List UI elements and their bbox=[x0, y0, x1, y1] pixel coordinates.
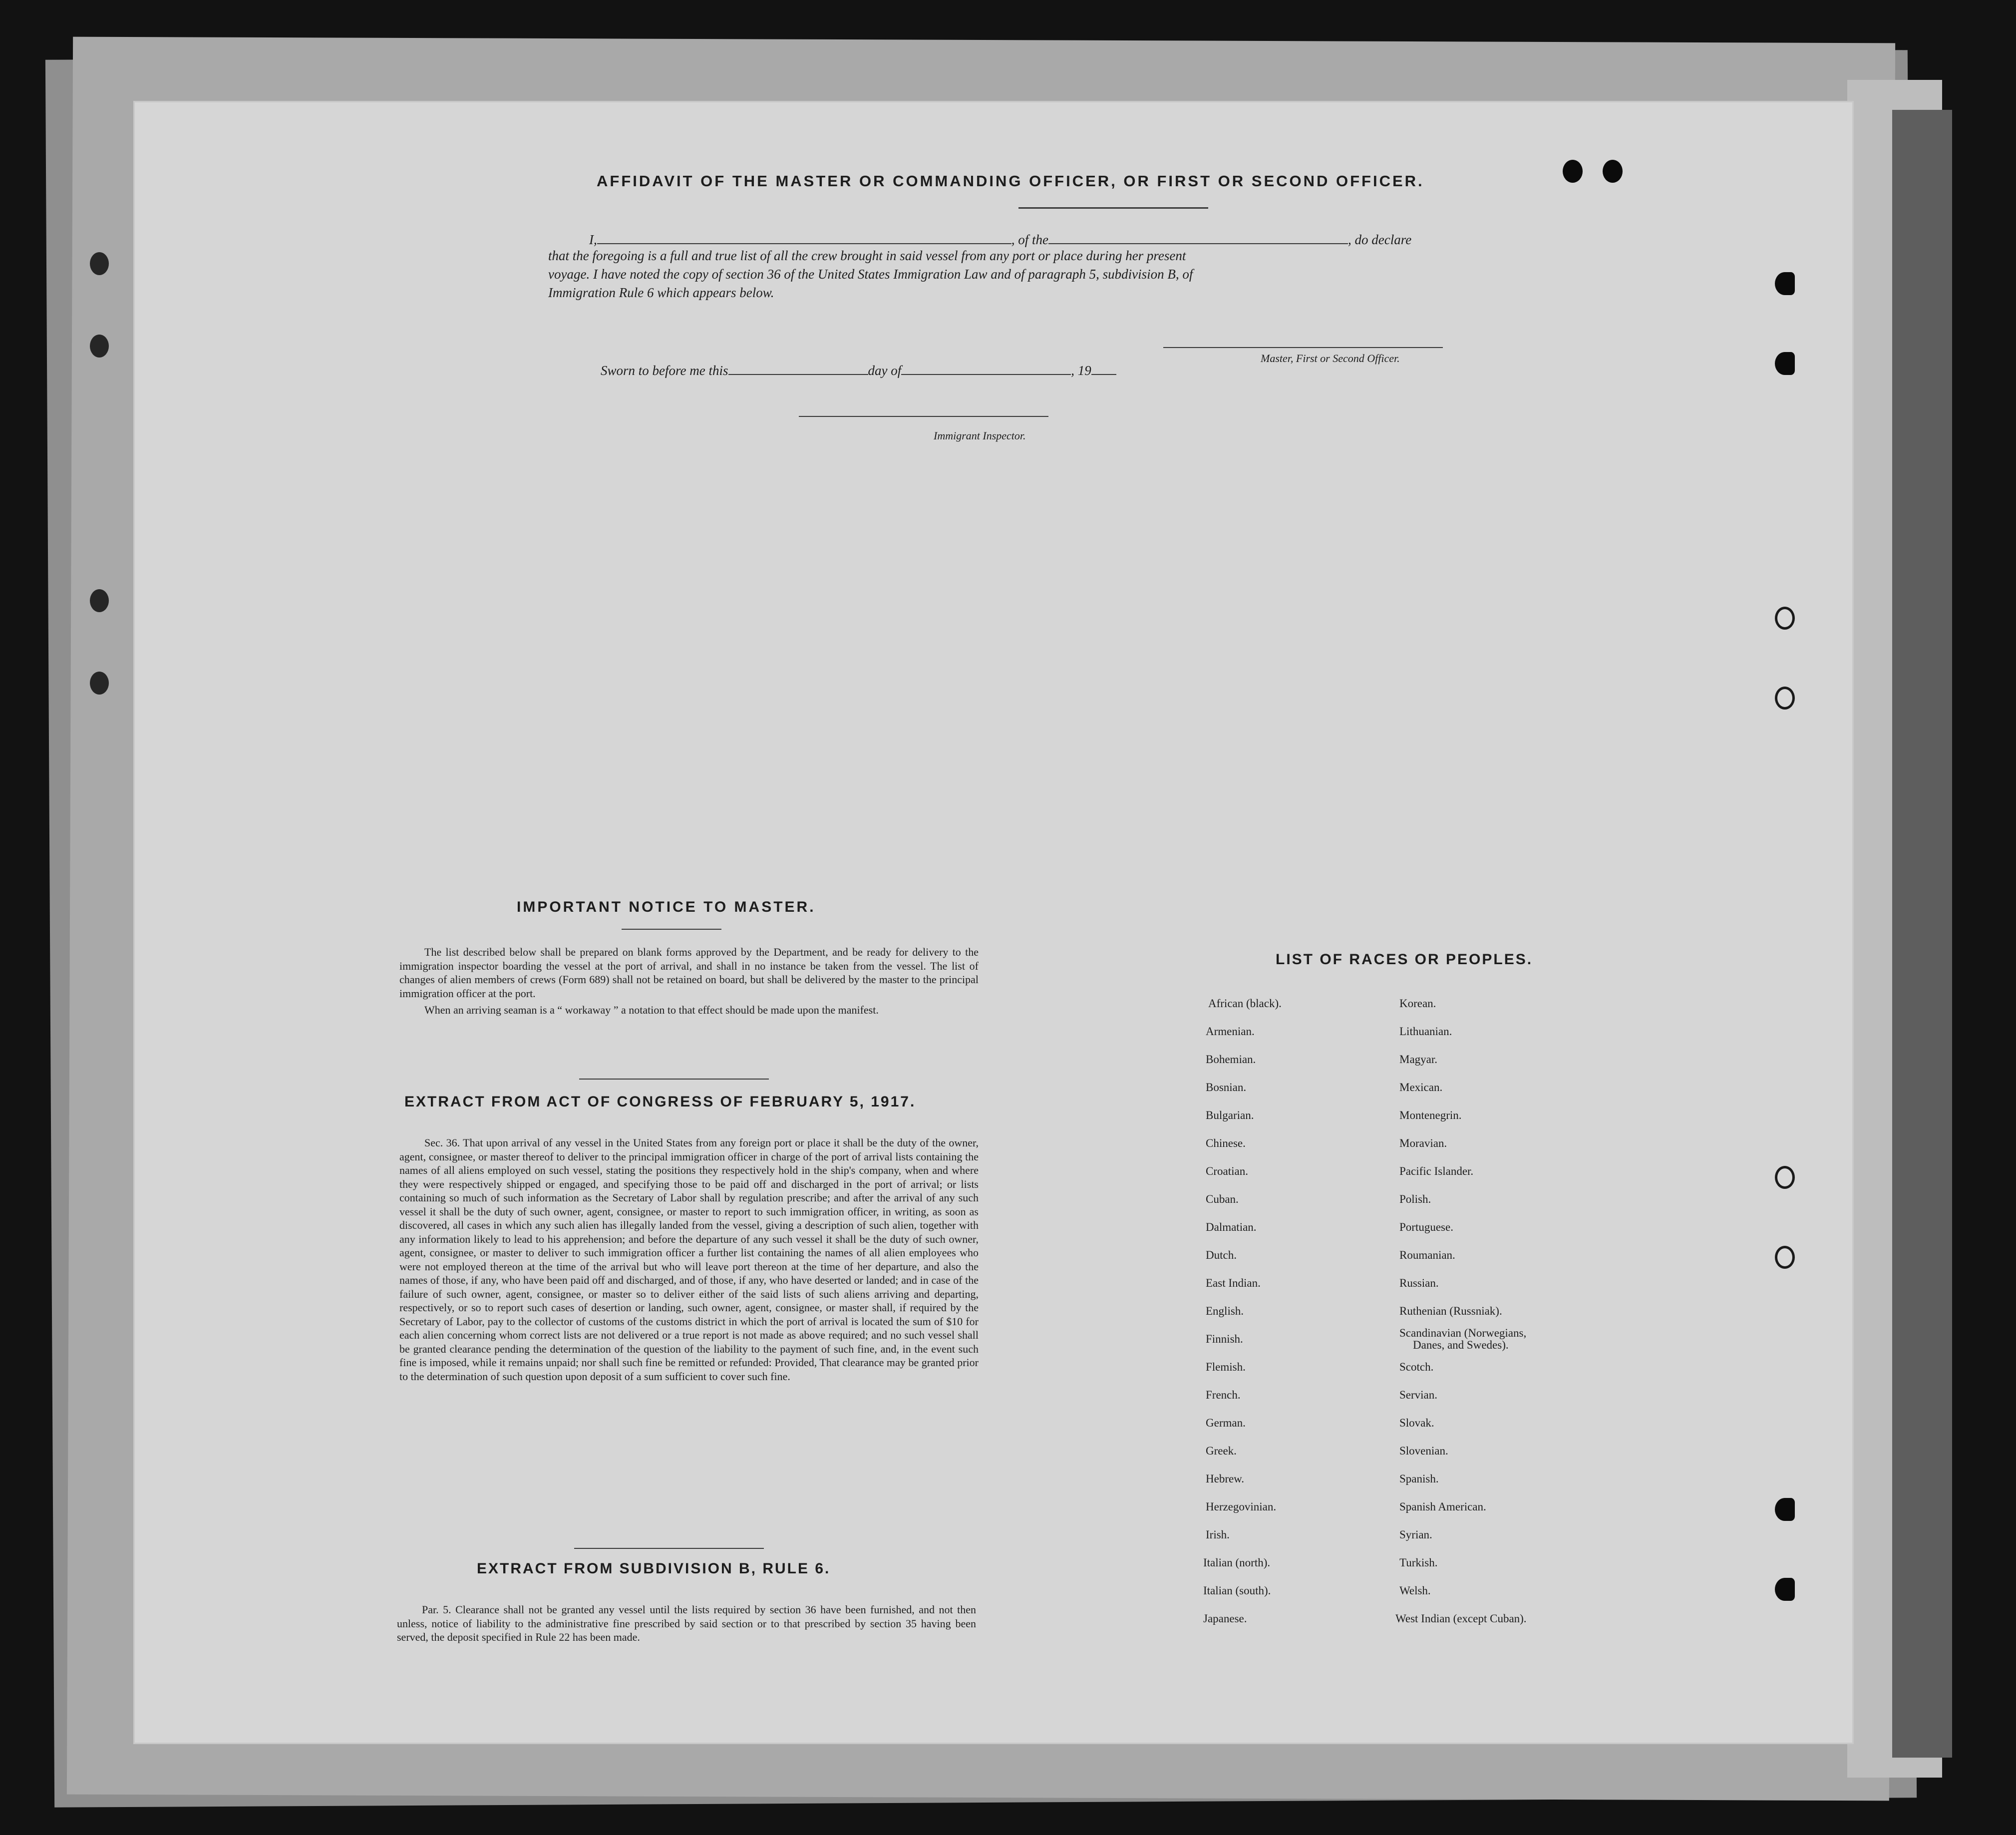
extract-rule-body bbox=[397, 1603, 976, 1644]
vessel-blank-field[interactable] bbox=[1048, 230, 1348, 244]
races-title: LIST OF RACES OR PEOPLES. bbox=[1276, 951, 1533, 968]
race-item: Syrian. bbox=[1399, 1528, 1432, 1541]
year-blank-field[interactable] bbox=[1091, 361, 1116, 375]
race-item: Slovak. bbox=[1399, 1417, 1434, 1429]
affidavit-line2: that the foregoing is a full and true list of all the crew brought in said vessel from any port or place during her present bbox=[548, 248, 1186, 263]
race-item: Magyar. bbox=[1399, 1053, 1438, 1066]
section-divider bbox=[579, 1079, 769, 1080]
month-blank-field[interactable] bbox=[901, 361, 1071, 375]
race-item: Spanish American. bbox=[1399, 1500, 1486, 1513]
race-item: Scotch. bbox=[1399, 1361, 1434, 1373]
sworn-text: Sworn to before me this bbox=[601, 363, 728, 378]
extract-rule-title: EXTRACT FROM SUBDIVISION B, RULE 6. bbox=[477, 1560, 831, 1577]
day-of-text: day of bbox=[868, 363, 902, 378]
race-item: Chinese. bbox=[1206, 1137, 1246, 1149]
affidavit-i-prefix: I, bbox=[589, 232, 597, 247]
race-item: French. bbox=[1206, 1389, 1241, 1401]
sworn-line bbox=[601, 361, 1116, 378]
paragraph-5-text: Par. 5. Clearance shall not be granted any vessel until the lists required by section 36 have been furnished, and not then unless, notice of liability to the administrative fine prescribed by said section or to that prescribed by section 35 having been served, the deposit specified in Rule 22 has been made. bbox=[397, 1603, 976, 1643]
race-item: Polish. bbox=[1399, 1193, 1431, 1205]
race-item: East Indian. bbox=[1206, 1277, 1261, 1289]
affidavit-title: AFFIDAVIT OF THE MASTER OR COMMANDING OFFICER, OR FIRST OR SECOND OFFICER. bbox=[597, 172, 1424, 190]
punch-hole bbox=[1775, 687, 1795, 710]
race-item: Roumanian. bbox=[1399, 1249, 1455, 1261]
affidavit-do-declare: , do declare bbox=[1348, 232, 1412, 247]
notice-title: IMPORTANT NOTICE TO MASTER. bbox=[517, 899, 816, 915]
race-item: Moravian. bbox=[1399, 1137, 1447, 1149]
race-item: Finnish. bbox=[1206, 1333, 1243, 1345]
year-text: , 19 bbox=[1071, 363, 1091, 378]
race-item: Danes, and Swedes). bbox=[1413, 1339, 1509, 1351]
race-item: Welsh. bbox=[1399, 1584, 1431, 1597]
affidavit-of-the: , of the bbox=[1011, 232, 1048, 247]
notice-body bbox=[399, 945, 979, 1017]
race-item: Turkish. bbox=[1399, 1556, 1438, 1569]
inspector-caption: Immigrant Inspector. bbox=[934, 429, 1026, 442]
notice-underline bbox=[622, 929, 721, 930]
race-item: Montenegrin. bbox=[1399, 1109, 1462, 1121]
binder-hole bbox=[90, 335, 109, 358]
race-item: Flemish. bbox=[1206, 1361, 1246, 1373]
inspector-signature-line[interactable] bbox=[799, 416, 1048, 417]
race-item: Croatian. bbox=[1206, 1165, 1248, 1177]
race-item: Lithuanian. bbox=[1399, 1025, 1452, 1038]
punch-hole bbox=[1563, 160, 1583, 183]
race-item: Russian. bbox=[1399, 1277, 1439, 1289]
race-item: Bosnian. bbox=[1206, 1081, 1247, 1094]
race-item: Bohemian. bbox=[1206, 1053, 1256, 1066]
race-item: Pacific Islander. bbox=[1399, 1165, 1474, 1177]
race-item: Slovenian. bbox=[1399, 1445, 1448, 1457]
affidavit-line1 bbox=[589, 230, 1411, 248]
race-item: Herzegovinian. bbox=[1206, 1500, 1277, 1513]
race-item: Greek. bbox=[1206, 1445, 1237, 1457]
punch-hole bbox=[1775, 272, 1795, 295]
race-item: Scandinavian (Norwegians, bbox=[1399, 1327, 1527, 1339]
race-item: Spanish. bbox=[1399, 1472, 1439, 1485]
notice-paragraph-2: When an arriving seaman is a “ workaway ” a notation to that effect should be made upon the manifest. bbox=[424, 1004, 879, 1016]
race-item: Mexican. bbox=[1399, 1081, 1443, 1094]
race-item: Italian (north). bbox=[1203, 1556, 1271, 1569]
affidavit-line3: voyage. I have noted the copy of section 36 of the United States Immigration Law and of paragraph 5, subdivision B, of bbox=[548, 267, 1193, 282]
race-item: Italian (south). bbox=[1203, 1584, 1271, 1597]
background-sheet-edge bbox=[1892, 110, 1952, 1758]
punch-hole bbox=[1775, 352, 1795, 375]
punch-hole bbox=[1775, 1246, 1795, 1269]
punch-hole bbox=[1775, 607, 1795, 630]
binder-hole bbox=[90, 589, 109, 612]
signature-line[interactable] bbox=[1163, 347, 1443, 348]
race-item: Dutch. bbox=[1206, 1249, 1237, 1261]
race-item: Ruthenian (Russniak). bbox=[1399, 1305, 1502, 1317]
race-item: German. bbox=[1206, 1417, 1246, 1429]
punch-hole bbox=[1775, 1498, 1795, 1521]
race-item: Bulgarian. bbox=[1206, 1109, 1254, 1121]
race-item: Irish. bbox=[1206, 1528, 1230, 1541]
race-item: English. bbox=[1206, 1305, 1244, 1317]
extract-act-title: EXTRACT FROM ACT OF CONGRESS OF FEBRUARY 5, 1917. bbox=[404, 1094, 916, 1110]
punch-hole bbox=[1775, 1578, 1795, 1601]
document-page bbox=[135, 102, 1852, 1743]
race-item: Dalmatian. bbox=[1206, 1221, 1257, 1233]
section-36-text: Sec. 36. That upon arrival of any vessel in the United States from any foreign port or place it shall be the duty of the owner, agent, consignee, or master thereof to deliver to the principal immigration officer in charge of the port of arrival lists containing the names of all aliens employed on such vessel, stating the positions they respectively hold in the ship's company, when and where they were respectively shipped or engaged, and specifying those to be paid off and discharged in the port of arrival; or lists containing so much of such information as the Secretary of Labor shall by regulation prescribe; and after the arrival of any such vessel it shall be the duty of such owner, agent, consignee, or master to report to such immigration officer, in writing, as soon as discovered, all cases in which any such alien has illegally landed from the vessel, giving a description of such alien, together with any information likely to lead to his apprehension; and before the departure of any such vessel it shall be the duty of such owner, agent, consignee, or master to deliver to such immigration officer a further list containing the names of all alien employees who were not employed thereon at the time of the arrival but who will leave port thereon at the time of her departure, and also the names of those, if any, who have been paid off and discharged, and of those, if any, who have deserted or landed; and in case of the failure of such owner, agent, consignee, or master so to deliver either of the said lists of such aliens arriving and departing, respectively, or so to report such cases of desertion or landing, such owner, agent, consignee, or master shall, if required by the Secretary of Labor, pay to the collector of customs of the customs district in which the port of arrival is located the sum of $10 for each alien concerning whom correct lists are not delivered or a true report is not made as above required; and no such vessel shall be granted clearance pending the determination of the question of the liability to the payment of such fine, and, in the event such fine is imposed, while it remains unpaid; nor shall such fine be remitted or refunded: Provided, That clearance may be granted prior to the determination of such question upon deposit of a sum sufficient to cover such fine. bbox=[399, 1136, 979, 1383]
punch-hole bbox=[1603, 160, 1623, 183]
notice-paragraph-1: The list described below shall be prepared on blank forms approved by the Department, and be ready for delivery to the immigration inspector boarding the vessel at the port of arrival, and shall in no instance be taken from the vessel. The list of changes of alien members of crews (Form 689) shall not be retained on board, but shall be delivered by the master to the principal immigration officer at the port. bbox=[399, 946, 979, 1000]
binder-hole bbox=[90, 252, 109, 275]
affidavit-line4: Immigration Rule 6 which appears below. bbox=[548, 285, 774, 300]
punch-hole bbox=[1775, 1166, 1795, 1189]
binder-hole bbox=[90, 672, 109, 695]
race-item: African (black). bbox=[1208, 997, 1282, 1010]
section-divider bbox=[574, 1548, 764, 1549]
race-item: Portuguese. bbox=[1399, 1221, 1453, 1233]
race-item: Japanese. bbox=[1203, 1612, 1247, 1625]
race-item: Hebrew. bbox=[1206, 1472, 1245, 1485]
name-blank-field[interactable] bbox=[597, 230, 1011, 244]
signature-caption: Master, First or Second Officer. bbox=[1261, 352, 1400, 365]
race-item: Cuban. bbox=[1206, 1193, 1239, 1205]
race-item: West Indian (except Cuban). bbox=[1395, 1612, 1527, 1625]
race-item: Korean. bbox=[1399, 997, 1436, 1010]
day-blank-field[interactable] bbox=[728, 361, 868, 375]
extract-act-body bbox=[399, 1136, 979, 1383]
race-item: Armenian. bbox=[1206, 1025, 1255, 1038]
race-item: Servian. bbox=[1399, 1389, 1438, 1401]
title-underline bbox=[1018, 207, 1208, 209]
